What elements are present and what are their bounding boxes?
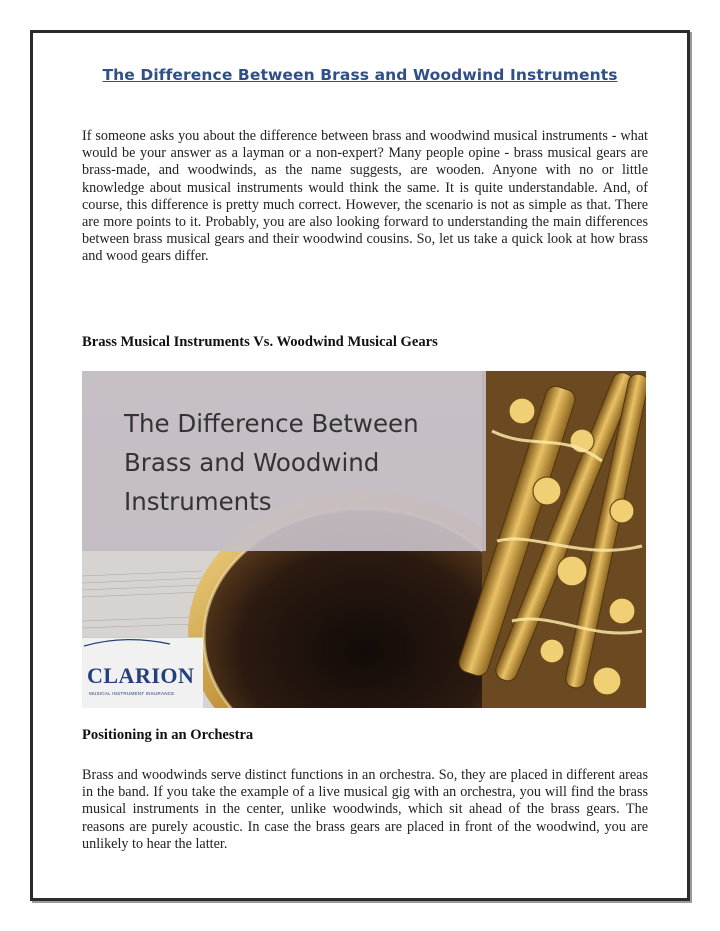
hero-image bbox=[82, 371, 646, 708]
document-title: The Difference Between Brass and Woodwind Instruments bbox=[102, 66, 618, 84]
section-heading-brass-vs-woodwind: Brass Musical Instruments Vs. Woodwind Musical Gears bbox=[82, 334, 438, 350]
logo-tagline: MUSICAL INSTRUMENT INSURANCE bbox=[89, 691, 175, 696]
hero-caption-line-1: The Difference Between bbox=[124, 409, 419, 438]
hero-caption-panel bbox=[82, 371, 486, 551]
hero-caption-line-3: Instruments bbox=[124, 487, 272, 516]
logo-swoosh-icon bbox=[82, 638, 172, 648]
clarion-logo bbox=[82, 637, 203, 708]
orchestra-paragraph: Brass and woodwinds serve distinct functions in an orchestra. So, they are placed in different areas in the band. If you take the example of a live musical gig with an orchestra, you will find the brass musical instruments in the center, unlike woodwinds, which sit ahead of the brass gears. The reasons are purely acoustic. In case the brass gears are placed in front of the woodwind, you are unlikely to hear the latter. bbox=[82, 767, 648, 852]
hero-caption-line-2: Brass and Woodwind bbox=[124, 448, 380, 477]
document-page bbox=[30, 30, 690, 901]
intro-paragraph: If someone asks you about the difference between brass and woodwind musical instruments - what would be your answer as a layman or a non-expert? Many people opine - brass musical gears are brass-made, and woodwinds, as the name suggests, are wooden. Anyone with no or little knowledge about musical instruments would think the same. It is quite understandable. And, of course, this difference is pretty much correct. However, the scenario is not as simple as that. There are more points to it. Probably, you are also looking forward to understanding the main differences between brass musical gears and their woodwind cousins. So, let us take a quick look at how brass and wood gears differ. bbox=[82, 128, 648, 265]
section-heading-orchestra: Positioning in an Orchestra bbox=[82, 727, 254, 743]
logo-name: CLARION bbox=[87, 663, 195, 688]
